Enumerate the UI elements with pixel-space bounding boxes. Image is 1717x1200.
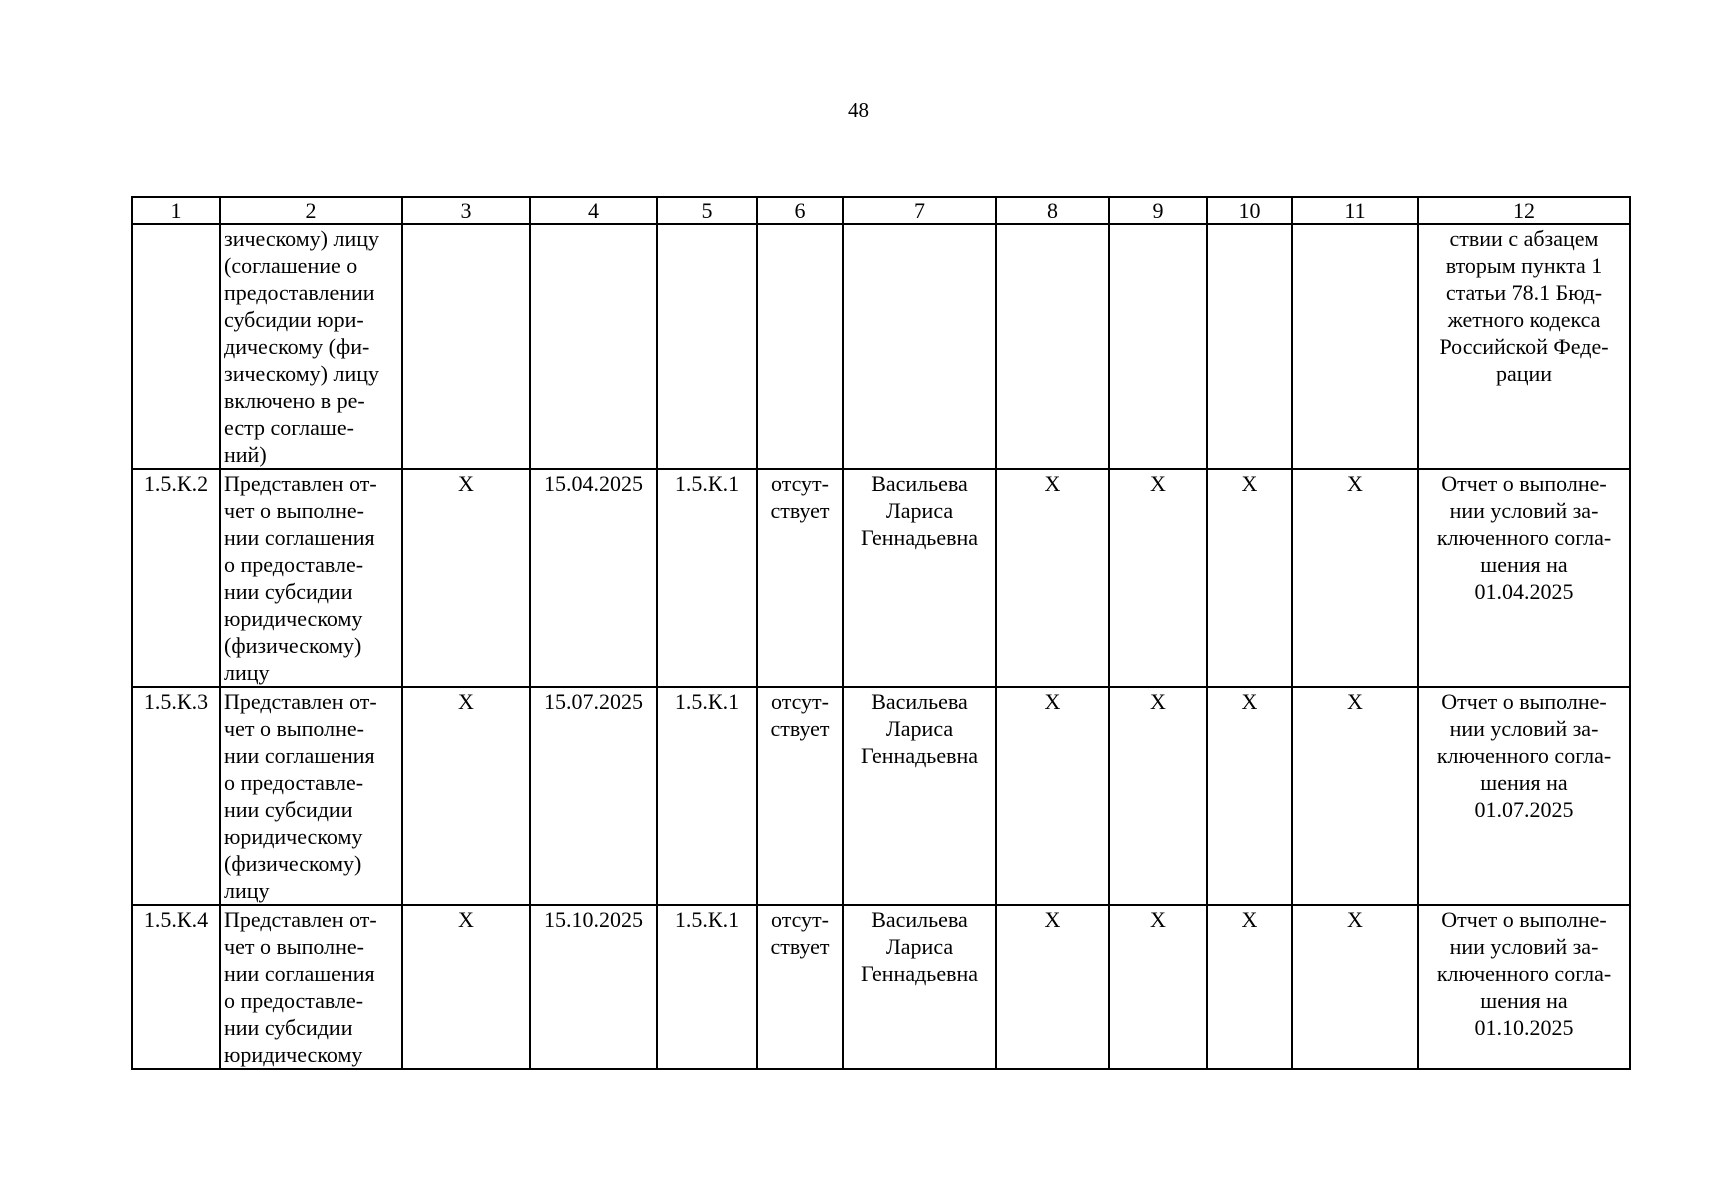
cell-result: Отчет о выполне- нии условий за- ключенного согла- шения на 01.04.2025	[1418, 469, 1630, 687]
cell-id: 1.5.К.4	[132, 905, 220, 1069]
cell-description: Представлен от- чет о выполне- нии соглашения о предоставле- нии субсидии юридическому	[220, 905, 402, 1069]
cell-x-mark: Х	[402, 469, 530, 687]
table-row	[132, 687, 1630, 905]
cell-empty	[996, 224, 1109, 469]
cell-responsible: Васильева Лариса Геннадьевна	[843, 687, 996, 905]
column-header: 8	[996, 197, 1109, 224]
header-row	[132, 197, 1630, 224]
column-header: 2	[220, 197, 402, 224]
column-header: 12	[1418, 197, 1630, 224]
table-row	[132, 905, 1630, 1069]
control-points-table	[131, 196, 1631, 1070]
cell-empty	[1292, 224, 1418, 469]
cell-id: 1.5.К.3	[132, 687, 220, 905]
cell-empty	[657, 224, 757, 469]
cell-result: ствии с абзацем вторым пункта 1 статьи 78.1 Бюд- жетного кодекса Российской Феде- рации	[1418, 224, 1630, 469]
cell-date: 15.04.2025	[530, 469, 657, 687]
column-header: 1	[132, 197, 220, 224]
cell-x-mark: Х	[1109, 905, 1207, 1069]
cell-responsible: Васильева Лариса Геннадьевна	[843, 905, 996, 1069]
cell-description: зическому) лицу (соглашение о предоставлении субсидии юри- дическому (фи- зическому) лицу включено в ре- естр соглаше- ний)	[220, 224, 402, 469]
cell-x-mark: Х	[996, 687, 1109, 905]
cell-date: 15.10.2025	[530, 905, 657, 1069]
cell-empty	[1207, 224, 1292, 469]
cell-absent: отсут- ствует	[757, 687, 843, 905]
table-row	[132, 469, 1630, 687]
cell-empty	[402, 224, 530, 469]
cell-absent: отсут- ствует	[757, 469, 843, 687]
cell-empty	[757, 224, 843, 469]
cell-x-mark: Х	[1109, 469, 1207, 687]
cell-x-mark: Х	[996, 905, 1109, 1069]
cell-absent: отсут- ствует	[757, 905, 843, 1069]
column-header: 4	[530, 197, 657, 224]
cell-description: Представлен от- чет о выполне- нии соглашения о предоставле- нии субсидии юридическому (физическому) лицу	[220, 469, 402, 687]
cell-id: 1.5.К.2	[132, 469, 220, 687]
cell-x-mark: Х	[1292, 687, 1418, 905]
cell-result: Отчет о выполне- нии условий за- ключенного согла- шения на 01.07.2025	[1418, 687, 1630, 905]
cell-predecessor: 1.5.К.1	[657, 687, 757, 905]
cell-predecessor: 1.5.К.1	[657, 905, 757, 1069]
page-number: 48	[848, 98, 869, 122]
table-row-continuation	[132, 224, 1630, 469]
cell-responsible: Васильева Лариса Геннадьевна	[843, 469, 996, 687]
cell-x-mark: Х	[1109, 687, 1207, 905]
column-header: 7	[843, 197, 996, 224]
cell-x-mark: Х	[402, 687, 530, 905]
cell-result: Отчет о выполне- нии условий за- ключенного согла- шения на 01.10.2025	[1418, 905, 1630, 1069]
cell-id	[132, 224, 220, 469]
column-header: 6	[757, 197, 843, 224]
cell-empty	[530, 224, 657, 469]
cell-x-mark: Х	[402, 905, 530, 1069]
column-header: 10	[1207, 197, 1292, 224]
cell-x-mark: Х	[1207, 687, 1292, 905]
cell-predecessor: 1.5.К.1	[657, 469, 757, 687]
cell-x-mark: Х	[1207, 469, 1292, 687]
column-header: 11	[1292, 197, 1418, 224]
column-header: 5	[657, 197, 757, 224]
cell-empty	[843, 224, 996, 469]
cell-x-mark: Х	[1292, 469, 1418, 687]
cell-empty	[1109, 224, 1207, 469]
column-header: 9	[1109, 197, 1207, 224]
cell-x-mark: Х	[996, 469, 1109, 687]
column-header: 3	[402, 197, 530, 224]
cell-x-mark: Х	[1207, 905, 1292, 1069]
cell-x-mark: Х	[1292, 905, 1418, 1069]
cell-date: 15.07.2025	[530, 687, 657, 905]
cell-description: Представлен от- чет о выполне- нии соглашения о предоставле- нии субсидии юридическому (физическому) лицу	[220, 687, 402, 905]
